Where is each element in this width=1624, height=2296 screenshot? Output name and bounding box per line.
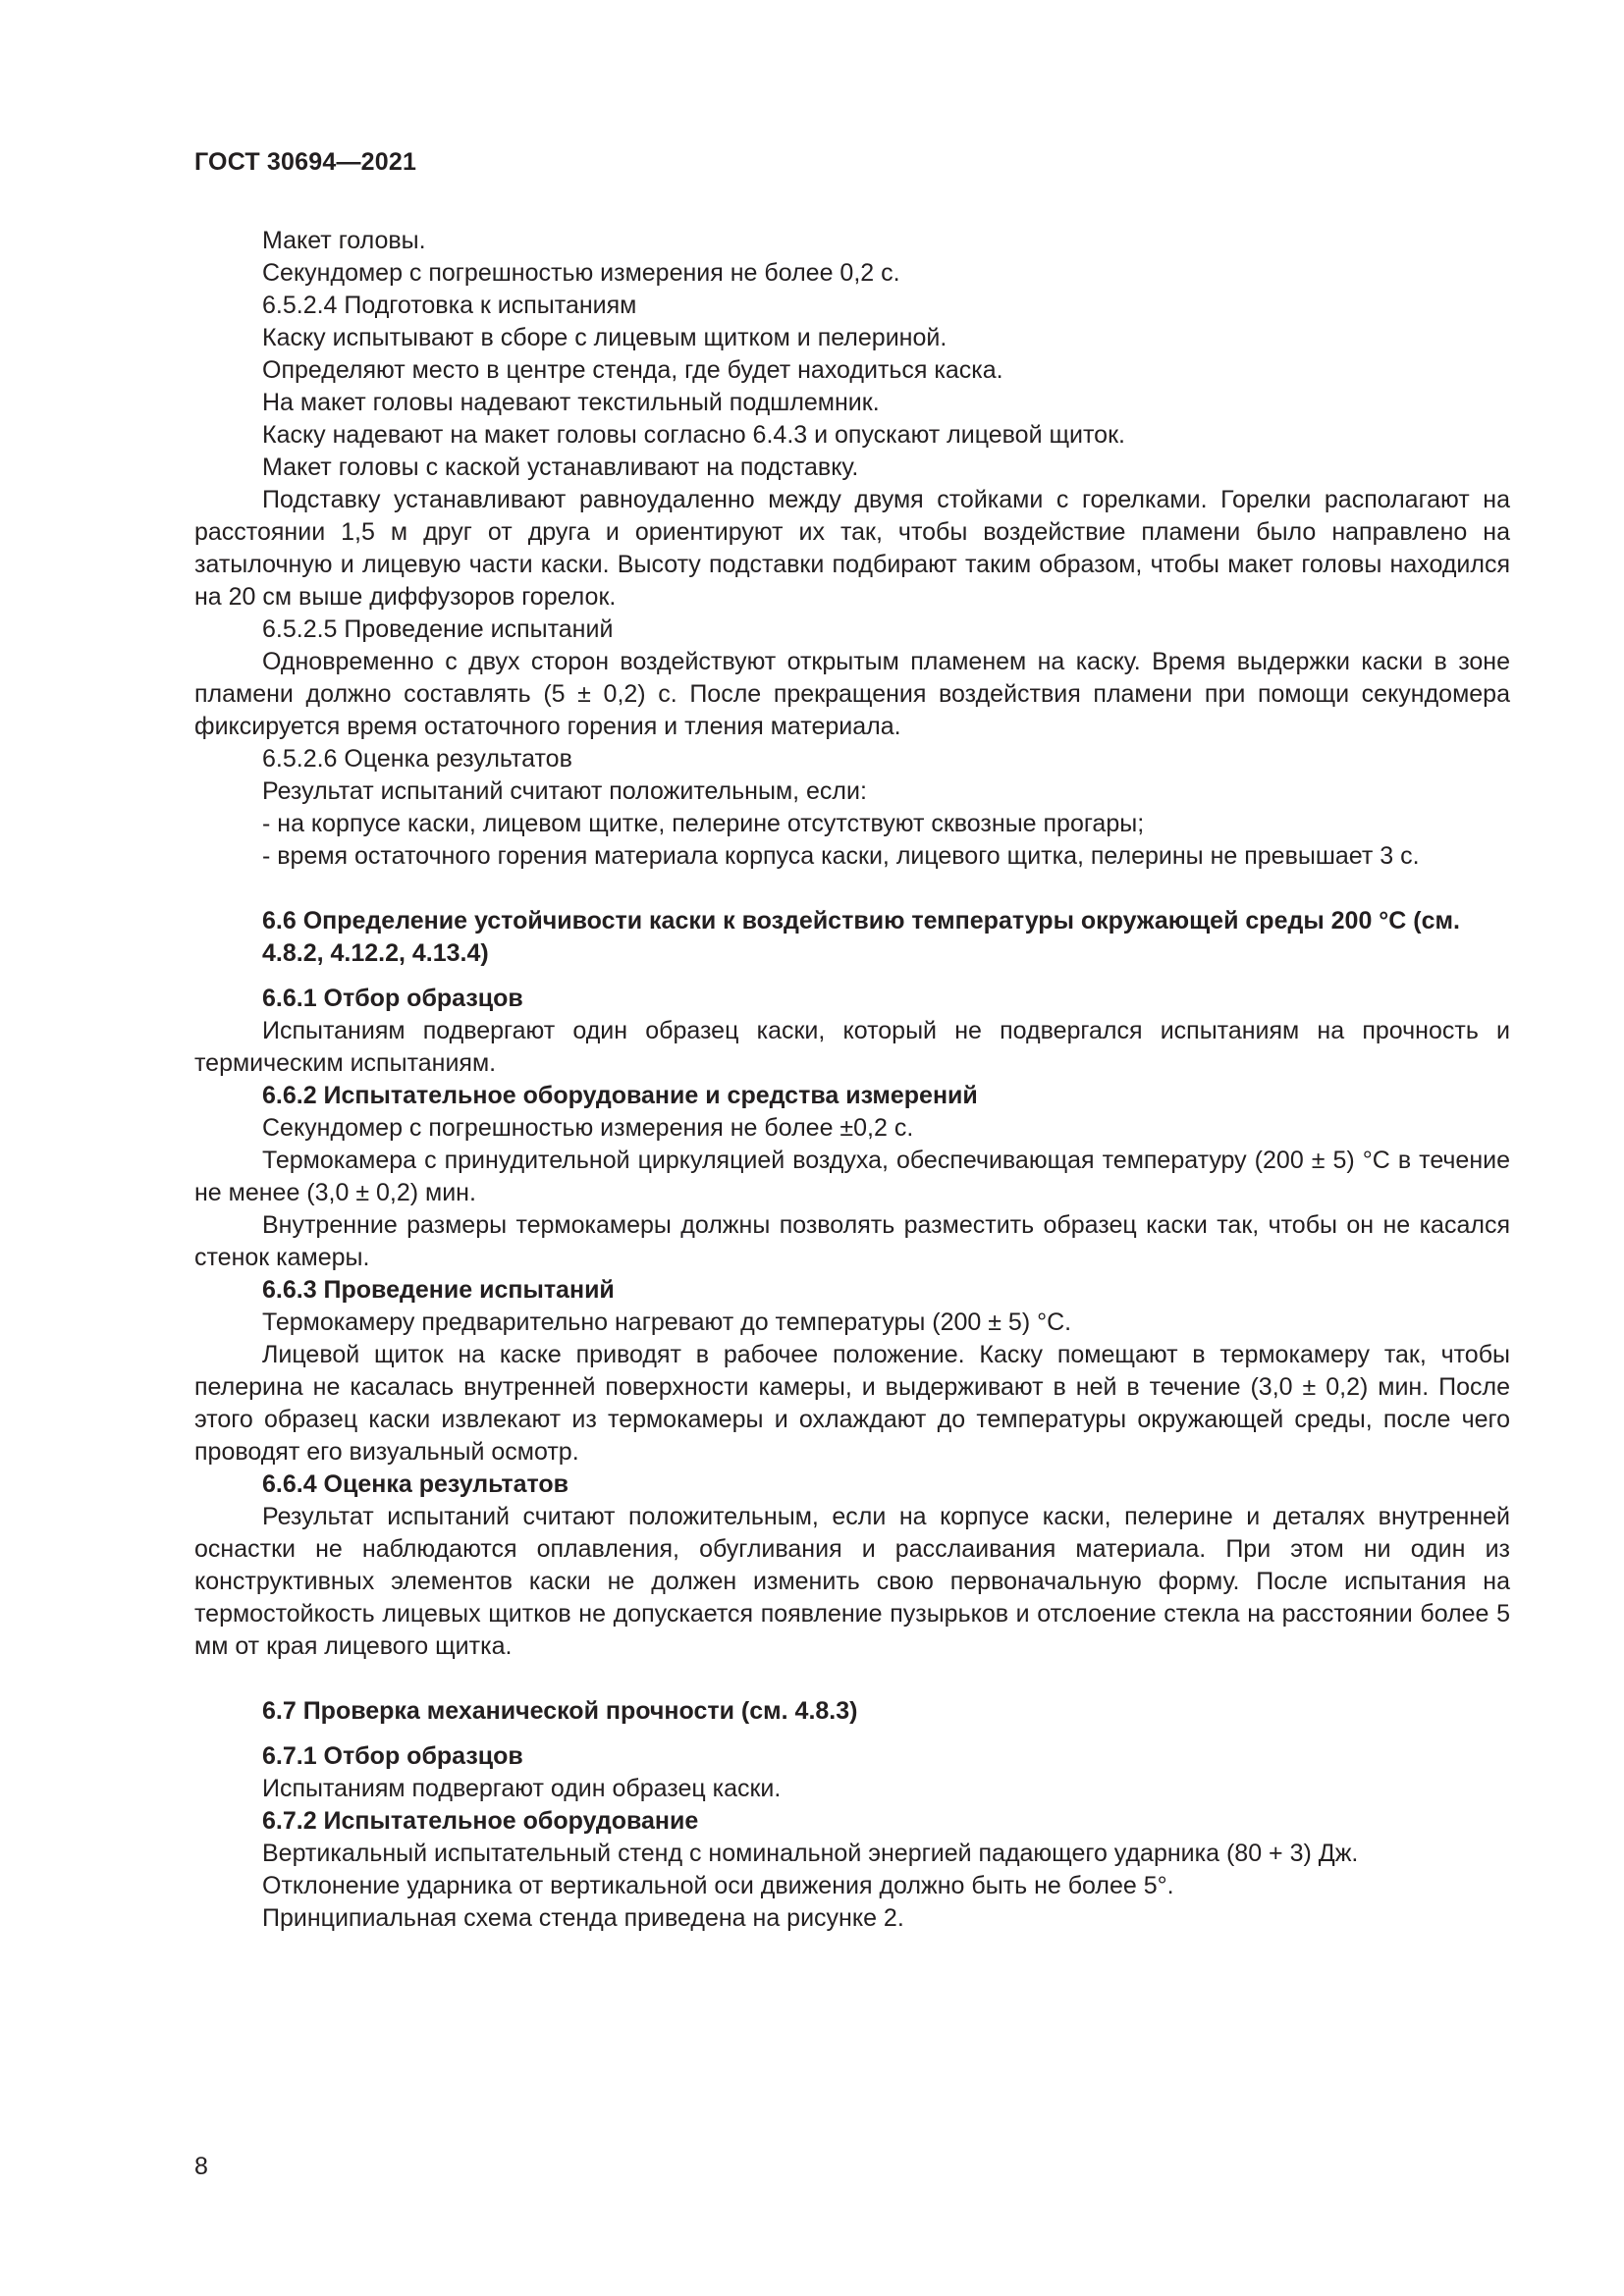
paragraph: Секундомер с погрешностью измерения не более 0,2 с. (262, 259, 900, 287)
subsection-heading-6-6-2: 6.6.2 Испытательное оборудование и средства измерений (262, 1082, 978, 1109)
paragraph: На макет головы надевают текстильный подшлемник. (262, 389, 880, 416)
section-heading-6-7: 6.7 Проверка механической прочности (см. 4.8.3) (262, 1697, 858, 1725)
document-body (194, 225, 1510, 1935)
list-item: - на корпусе каски, лицевом щитке, пелерине отсутствуют сквозные прогары; (262, 810, 1145, 837)
subsection-heading-6-6-1: 6.6.1 Отбор образцов (262, 985, 523, 1012)
paragraph: Термокамеру предварительно нагревают до температуры (200 ± 5) °С. (262, 1308, 1072, 1336)
paragraph: Одновременно с двух сторон воздействуют открытым пламенем на каску. Время выдержки каски в зоне пламени должно составлять (5 ± 0,2) с. После прекращения воздействия пламени при помощи секундомера фиксируется время остаточного горения и тления материала. (194, 648, 1510, 740)
section-heading-6-6: 6.6 Определение устойчивости каски к воздействию температуры окружающей среды 200 °С (см. 4.8.2, 4.12.2, 4.13.4) (262, 907, 1460, 967)
paragraph: Макет головы с каской устанавливают на подставку. (262, 454, 859, 481)
paragraph: Определяют место в центре стенда, где будет находиться каска. (262, 356, 1003, 384)
document-header: ГОСТ 30694—2021 (194, 148, 417, 176)
clause-heading: 6.5.2.6 Оценка результатов (262, 745, 572, 773)
paragraph: Вертикальный испытательный стенд с номинальной энергией падающего ударника (80 + 3) Дж. (262, 1840, 1359, 1867)
subsection-heading-6-7-1: 6.7.1 Отбор образцов (262, 1742, 523, 1770)
paragraph: Результат испытаний считают положительным, если: (262, 777, 867, 805)
subsection-heading-6-6-4: 6.6.4 Оценка результатов (262, 1470, 569, 1498)
paragraph: Подставку устанавливают равноудаленно между двумя стойками с горелками. Горелки располагают на расстоянии 1,5 м друг от друга и ориентируют их так, чтобы воздействие пламени было направлено на затылочную и лицевую части каски. Высоту подставки подбирают таким образом, чтобы макет головы находился на 20 см выше диффузоров горелок. (194, 486, 1510, 611)
paragraph: Результат испытаний считают положительным, если на корпусе каски, пелерине и деталях внутренней оснастки не наблюдаются оплавления, обугливания и расслаивания материала. При этом ни один из конструктивных элементов каски не должен изменить свою первоначальную форму. После испытания на термостойкость лицевых щитков не допускается появление пузырьков и отслоение стекла на расстоянии более 5 мм от края лицевого щитка. (194, 1503, 1510, 1660)
paragraph: Лицевой щиток на каске приводят в рабочее положение. Каску помещают в термокамеру так, чтобы пелерина не касалась внутренней поверхности камеры, и выдерживают в ней в течение (3,0 ± 0,2) мин. После этого образец каски извлекают из термокамеры и охлаждают до температуры окружающей среды, после чего проводят его визуальный осмотр. (194, 1341, 1510, 1466)
subsection-heading-6-7-2: 6.7.2 Испытательное оборудование (262, 1807, 699, 1835)
paragraph: Макет головы. (262, 227, 426, 254)
subsection-heading-6-6-3: 6.6.3 Проведение испытаний (262, 1276, 615, 1304)
clause-heading: 6.5.2.5 Проведение испытаний (262, 615, 614, 643)
paragraph: Принципиальная схема стенда приведена на рисунке 2. (262, 1904, 904, 1932)
paragraph: Внутренние размеры термокамеры должны позволять разместить образец каски так, чтобы он не касался стенок камеры. (194, 1211, 1510, 1271)
list-item: - время остаточного горения материала корпуса каски, лицевого щитка, пелерины не превышает 3 с. (262, 842, 1420, 870)
paragraph: Каску испытывают в сборе с лицевым щитком и пелериной. (262, 324, 947, 351)
paragraph: Отклонение ударника от вертикальной оси движения должно быть не более 5°. (262, 1872, 1174, 1899)
clause-heading: 6.5.2.4 Подготовка к испытаниям (262, 292, 637, 319)
paragraph: Испытаниям подвергают один образец каски, который не подвергался испытаниям на прочность и термическим испытаниям. (194, 1017, 1510, 1077)
page-number: 8 (194, 2153, 208, 2180)
paragraph: Испытаниям подвергают один образец каски. (262, 1775, 782, 1802)
paragraph: Каску надевают на макет головы согласно 6.4.3 и опускают лицевой щиток. (262, 421, 1125, 449)
paragraph: Секундомер с погрешностью измерения не более ±0,2 с. (262, 1114, 914, 1142)
paragraph: Термокамера с принудительной циркуляцией воздуха, обеспечивающая температуру (200 ± 5) °С в течение не менее (3,0 ± 0,2) мин. (194, 1147, 1510, 1206)
